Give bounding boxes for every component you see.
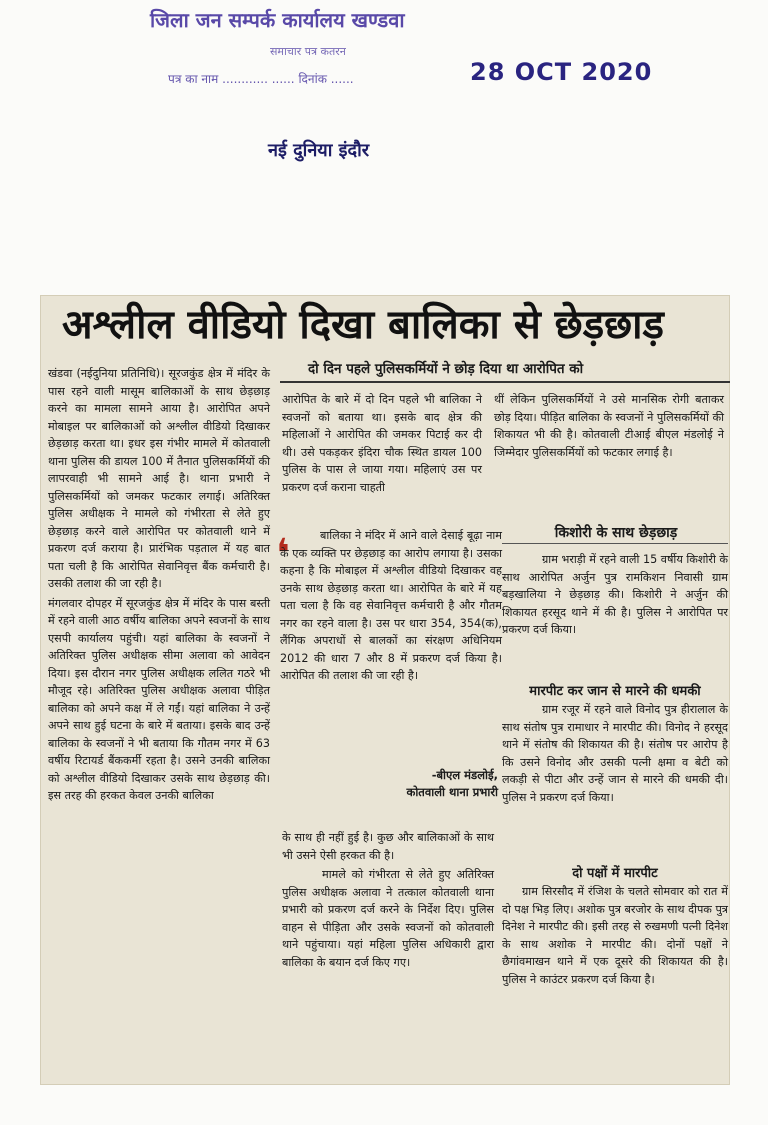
- column-2-top: आरोपित के बारे में दो दिन पहले भी बालिका ने स्वजनों को बताया था। इसके बाद क्षेत्र की महिलाओं ने आरोपित की जमकर पिटाई कर दी थी। उसे पकड़कर इंदिरा चौक स्थित डायल 100 पुलिस के पास ले जाया गया। महिलाएं उस पर प्रकरण दर्ज कराना चाहती: [282, 393, 482, 494]
- stamp-date: 28 OCT 2020: [470, 58, 653, 86]
- article-headline: अश्लील वीडियो दिखा बालिका से छेड़छाड़: [62, 302, 664, 348]
- newspaper-source: नई दुनिया इंदौर: [268, 140, 370, 161]
- byline-name: -बीएल मंडलोई,: [431, 768, 498, 782]
- quote-mark-icon: ❛: [276, 531, 290, 577]
- section-3-title: दो पक्षों में मारपीट: [572, 866, 658, 881]
- section-1-text: ग्राम भराड़ी में रहने वाली 15 वर्षीय किशोरी के साथ आरोपित अर्जुन पुत्र रामकिशन निवासी ग्राम बड़खालिया ने छेड़छाड़ की। किशोरी ने अर्जुन की शिकायत हरसूद थाने में की है। पुलिस ने आरोपित पर प्रकरण दर्ज किया।: [502, 553, 728, 636]
- section-2-title: मारपीट कर जान से मारने की धमकी: [529, 684, 701, 699]
- office-stamp-fields: पत्र का नाम ............ ...... दिनांक ......: [168, 72, 354, 86]
- office-stamp-subtitle: समाचार पत्र कतरन: [270, 45, 346, 58]
- section-2-text: ग्राम रजूर में रहने वाले विनोद पुत्र हीरालाल के साथ संतोष पुत्र रामाधार ने मारपीट की। विनोद ने हरसूद थाने में संतोष की शिकायत की है। संतोष पर आरोप है कि उसने विनोद और उसकी पत्नी क्षमा व बेटी को लकड़ी से पीटा और उन्हें जान से मारने की धमकी दी। पुलिस ने प्रकरण दर्ज किया।: [502, 703, 728, 804]
- column-1: [48, 365, 270, 807]
- col2b-paragraph-2: मामले को गंभीरता से लेते हुए अतिरिक्त पुलिस अधीक्षक अलावा ने तत्काल कोतवाली थाना प्रभारी को प्रकरण दर्ज करने के निर्देश दिए। पुलिस वाहन से पीड़िता और उसके स्वजनों को कोतवाली थाने पहुंचाया। यहां महिला पुलिस अधिकारी द्वारा बालिका के बयान दर्ज किए गए।: [282, 868, 494, 969]
- section-3-text: ग्राम सिरसौद में रंजिश के चलते सोमवार को रात में दो पक्ष भिड़ लिए। अशोक पुत्र बरजोर के साथ दीपक पुत्र दिनेश ने मारपीट की। इसी तरह से रुखमणी पत्नी दिनेश के साथ अशोक ने मारपीट की। दोनों पक्षों ने छैगांवमाखन थाने में एक दूसरे की शिकायत की है। पुलिस ने काउंटर प्रकरण दर्ज किया है।: [502, 885, 728, 986]
- newspaper-clipping: [40, 295, 730, 1085]
- column-3-top: थीं लेकिन पुलिसकर्मियों ने उसे मानसिक रोगी बताकर छोड़ दिया। पीड़ित बालिका के स्वजनों ने पुलिसकर्मियों की शिकायत भी की है। कोतवाली टीआई बीएल मंडलोई ने जिम्मेदार पुलिसकर्मियों को फटकार लगाई है।: [494, 393, 724, 459]
- byline-title: कोतवाली थाना प्रभारी: [406, 785, 498, 799]
- column-2-bottom: [282, 829, 494, 973]
- col2b-paragraph-1: के साथ ही नहीं हुई है। कुछ और बालिकाओं के साथ भी उसने ऐसी हरकत की है।: [282, 831, 494, 862]
- subhead-rule: [280, 381, 730, 383]
- section-1-rule: [502, 543, 728, 544]
- article-subheadline: दो दिन पहले पुलिसकर्मियों ने छोड़ दिया था आरोपित को: [308, 361, 584, 377]
- office-stamp-title: जिला जन सम्पर्क कार्यालय खण्डवा: [150, 8, 405, 32]
- quote-byline: [276, 767, 498, 801]
- quote-text: बालिका ने मंदिर में आने वाले देसाई बूढ़ा नाम के एक व्यक्ति पर छेड़छाड़ का आरोप लगाया है। उसका कहना है कि मोबाइल में अश्लील वीडियो दिखाकर वह उनके साथ छेड़छाड़ करता था। आरोपित के बारे में यह पता चला है कि वह सेवानिवृत्त कर्मचारी है और गौतम नगर का रहने वाला है। उस पर धारा 354, 354(क), लैंगिक अपराधों से बालकों का संरक्षण अधिनियम 2012 की धारा 7 और 8 में प्रकरण दर्ज किया है। आरोपित की तलाश की जा रही है।: [280, 529, 502, 682]
- col1-paragraph-2: मंगलवार दोपहर में सूरजकुंड क्षेत्र में मंदिर के पास बस्ती में रहने वाली आठ वर्षीय बालिका अपने स्वजनों के साथ एसपी कार्यालय पहुंची। यहां बालिका के स्वजनों ने अतिरिक्त पुलिस अधीक्षक सीमा अलावा को आवेदन दिया। इस दौरान नगर पुलिस अधीक्षक ललित गठरे भी मौजूद रहे। अतिरिक्त पुलिस अधीक्षक अलावा पीड़ित बालिका को अपने कक्ष में ले गईं। यहां बालिका ने उन्हें अपने साथ हुई घटना के बारे में बताया। इसके बाद उन्हें बालिका के स्वजनों ने भी बताया कि गौतम नगर में 63 वर्षीय रिटायर्ड बैंककर्मी रहता है। उसने उनकी बालिका को अश्लील वीडियो दिखाकर उसके साथ छेड़छाड़ की। इस तरह की हरकत केवल उनकी बालिका: [48, 596, 270, 802]
- section-1-title: किशोरी के साथ छेड़छाड़: [554, 525, 678, 541]
- col1-paragraph-1: खंडवा (नईदुनिया प्रतिनिधि)। सूरजकुंड क्षेत्र में मंदिर के पास रहने वाली मासूम बालिकाओं के साथ छेड़छाड़ करने का मामला सामने आया है। आरोपित अपने मोबाइल पर बालिकाओं को अश्लील वीडियो दिखाकर छेड़छाड़ करता था। इधर इस गंभीर मामले में कोतवाली थाना पुलिस की डायल 100 में तैनात पुलिसकर्मियों की लापरवाही भी सामने आई है। थाना प्रभारी ने पुलिसकर्मियों को जमकर फटकार लगाई। अतिरिक्त पुलिस अधीक्षक ने मामले को गंभीरता से लेते हुए छेड़छाड़ करने वाले आरोपित पर कोतवाली थाने में प्रकरण दर्ज कराया है। प्रारंभिक पड़ताल में यह बात पता चली है कि आरोपित सेवानिवृत्त बैंक कर्मचारी है। उसकी तलाश की जा रही है।: [48, 367, 270, 590]
